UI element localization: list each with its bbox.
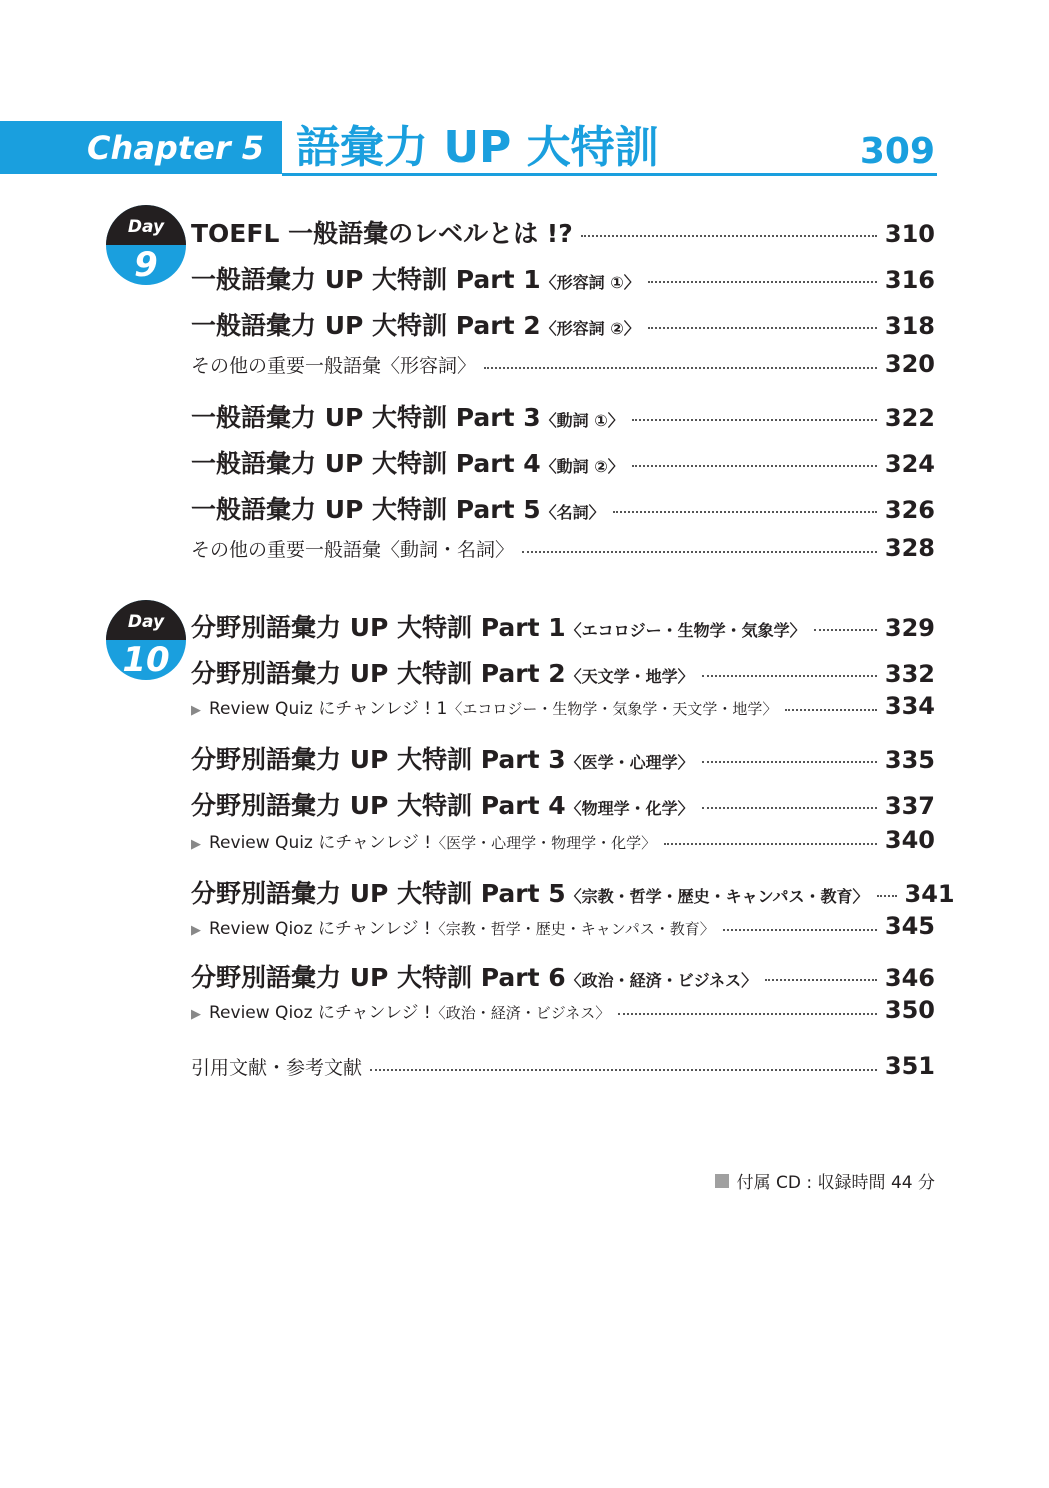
toc-entry-title: 分野別語彙力 UP 大特訓 Part 2 <box>191 659 566 688</box>
toc-entry-page: 328 <box>884 534 935 562</box>
toc-entry-title: 一般語彙力 UP 大特訓 Part 1 <box>191 265 541 294</box>
toc-entry-subtitle: 〈物理学・化学〉 <box>565 799 694 818</box>
toc-entry-title: TOEFL 一般語彙のレベルとは !? <box>191 219 573 248</box>
leader-dots <box>648 327 877 329</box>
toc-entry-subtitle: 〈天文学・地学〉 <box>565 667 694 686</box>
toc-entry-title: その他の重要一般語彙 <box>191 355 382 377</box>
toc-entry[interactable] <box>191 826 935 854</box>
toc-entry-title: 引用文献・参考文献 <box>191 1057 363 1079</box>
leader-dots <box>581 235 877 237</box>
toc-entry-subtitle: 〈動詞 ①〉 <box>540 411 624 430</box>
toc-entry-subtitle: 〈医学・心理学〉 <box>565 753 694 772</box>
triangle-marker-icon: ▶ <box>191 1007 201 1022</box>
day-label: Day <box>106 205 186 245</box>
toc-entry-title: 分野別語彙力 UP 大特訓 Part 6 <box>191 963 566 992</box>
toc-entry-subtitle: 〈動詞 ②〉 <box>540 457 624 476</box>
toc-entry-page: 322 <box>884 404 935 432</box>
toc-entry-page: 337 <box>884 792 935 820</box>
toc-entry-title: Review Qioz にチャンレジ ! <box>209 919 431 939</box>
toc-entry[interactable] <box>191 786 935 822</box>
toc-entry-title: 一般語彙力 UP 大特訓 Part 5 <box>191 495 541 524</box>
toc-entry-page: 346 <box>884 964 935 992</box>
toc-entry-page: 326 <box>884 496 935 524</box>
toc-entry-title: その他の重要一般語彙 <box>191 539 382 561</box>
toc-entry[interactable] <box>191 534 935 562</box>
toc-entry-title: 分野別語彙力 UP 大特訓 Part 5 <box>191 879 566 908</box>
toc-entry-title: 分野別語彙力 UP 大特訓 Part 4 <box>191 791 566 820</box>
toc-entry-subtitle: 〈形容詞 ①〉 <box>540 273 640 292</box>
triangle-marker-icon: ▶ <box>191 923 201 938</box>
leader-dots <box>702 761 877 763</box>
toc-entry[interactable] <box>191 608 935 644</box>
toc-entry-page: 340 <box>884 826 935 854</box>
toc-entry[interactable] <box>191 306 935 342</box>
toc-entry[interactable] <box>191 740 935 776</box>
toc-entry[interactable] <box>191 444 935 480</box>
toc-entry-page: 345 <box>884 912 935 940</box>
leader-dots <box>723 929 877 931</box>
leader-dots <box>877 895 897 897</box>
toc-entry-page: 351 <box>884 1052 935 1080</box>
leader-dots <box>664 843 877 845</box>
toc-entry-page: 318 <box>884 312 935 340</box>
toc-entry[interactable] <box>191 260 935 296</box>
cd-footnote <box>715 1168 935 1193</box>
toc-entry-title: 分野別語彙力 UP 大特訓 Part 3 <box>191 745 566 774</box>
toc-entry-title: Review Qioz にチャンレジ ! <box>209 1003 431 1023</box>
toc-entry[interactable] <box>191 350 935 378</box>
toc-entry-subtitle: 〈政治・経済・ビジネス〉 <box>565 971 758 990</box>
toc-entry-page: 334 <box>884 692 935 720</box>
toc-entry[interactable] <box>191 912 935 940</box>
day-number: 10 <box>122 640 170 680</box>
toc-entry[interactable] <box>191 874 955 910</box>
leader-dots <box>370 1069 877 1071</box>
toc-entry-page: 332 <box>884 660 935 688</box>
chapter-page-number: 309 <box>859 131 935 172</box>
triangle-marker-icon: ▶ <box>191 703 201 718</box>
square-icon <box>715 1174 729 1188</box>
toc-entry-title: 一般語彙力 UP 大特訓 Part 4 <box>191 449 541 478</box>
leader-dots <box>648 281 877 283</box>
triangle-marker-icon: ▶ <box>191 837 201 852</box>
toc-entry-subtitle: 〈名詞〉 <box>540 503 605 522</box>
day-number: 9 <box>134 245 158 285</box>
leader-dots <box>618 1013 877 1015</box>
toc-entry-subtitle: 〈動詞・名詞〉 <box>381 539 515 561</box>
leader-dots <box>484 367 877 369</box>
toc-entry-references[interactable] <box>191 1052 935 1080</box>
leader-dots <box>522 551 877 553</box>
toc-entry-title: 分野別語彙力 UP 大特訓 Part 1 <box>191 613 566 642</box>
toc-entry[interactable] <box>191 996 935 1024</box>
day-10-badge <box>106 600 186 680</box>
toc-entry-subtitle: 〈宗教・哲学・歴史・キャンパス・教育〉 <box>565 887 869 906</box>
toc-entry-subtitle: 〈政治・経済・ビジネス〉 <box>430 1004 611 1022</box>
leader-dots <box>632 419 877 421</box>
leader-dots <box>632 465 877 467</box>
chapter-label: Chapter 5 <box>87 128 264 167</box>
toc-entry-subtitle: 〈宗教・哲学・歴史・キャンパス・教育〉 <box>430 920 715 938</box>
leader-dots <box>613 511 877 513</box>
leader-dots <box>765 979 877 981</box>
toc-entry-subtitle: 〈形容詞〉 <box>381 355 477 377</box>
leader-dots <box>702 675 877 677</box>
toc-entry[interactable] <box>191 214 935 250</box>
leader-dots <box>814 629 877 631</box>
toc-entry[interactable] <box>191 692 935 720</box>
toc-entry-page: 341 <box>904 880 955 908</box>
toc-entry-page: 320 <box>884 350 935 378</box>
toc-entry-page: 310 <box>884 220 935 248</box>
toc-entry-title: 一般語彙力 UP 大特訓 Part 2 <box>191 311 541 340</box>
toc-entry-subtitle: 〈エコロジー・生物学・気象学〉 <box>565 621 806 640</box>
toc-entry-subtitle: 〈医学・心理学・物理学・化学〉 <box>431 834 657 852</box>
toc-entry-title: Review Quiz にチャンレジ ! <box>209 833 432 853</box>
toc-entry-subtitle: 〈エコロジー・生物学・気象学・天文学・地学〉 <box>447 700 778 718</box>
toc-entry-title: Review Quiz にチャンレジ ! 1 <box>209 699 448 719</box>
toc-entry-page: 335 <box>884 746 935 774</box>
cd-footnote-text: 付属 CD : 収録時間 44 分 <box>736 1173 935 1193</box>
toc-entry-page: 316 <box>884 266 935 294</box>
day-label: Day <box>106 600 186 640</box>
toc-entry[interactable] <box>191 398 935 434</box>
chapter-rule <box>282 173 937 176</box>
toc-entry-title: 一般語彙力 UP 大特訓 Part 3 <box>191 403 541 432</box>
chapter-title: 語彙力 UP 大特訓 <box>296 122 659 173</box>
toc-entry[interactable] <box>191 958 935 994</box>
toc-entry-page: 329 <box>884 614 935 642</box>
leader-dots <box>702 807 877 809</box>
toc-entry[interactable] <box>191 490 935 526</box>
toc-entry[interactable] <box>191 654 935 690</box>
day-9-badge <box>106 205 186 285</box>
toc-entry-subtitle: 〈形容詞 ②〉 <box>540 319 640 338</box>
toc-entry-page: 350 <box>884 996 935 1024</box>
toc-entry-page: 324 <box>884 450 935 478</box>
leader-dots <box>785 709 877 711</box>
